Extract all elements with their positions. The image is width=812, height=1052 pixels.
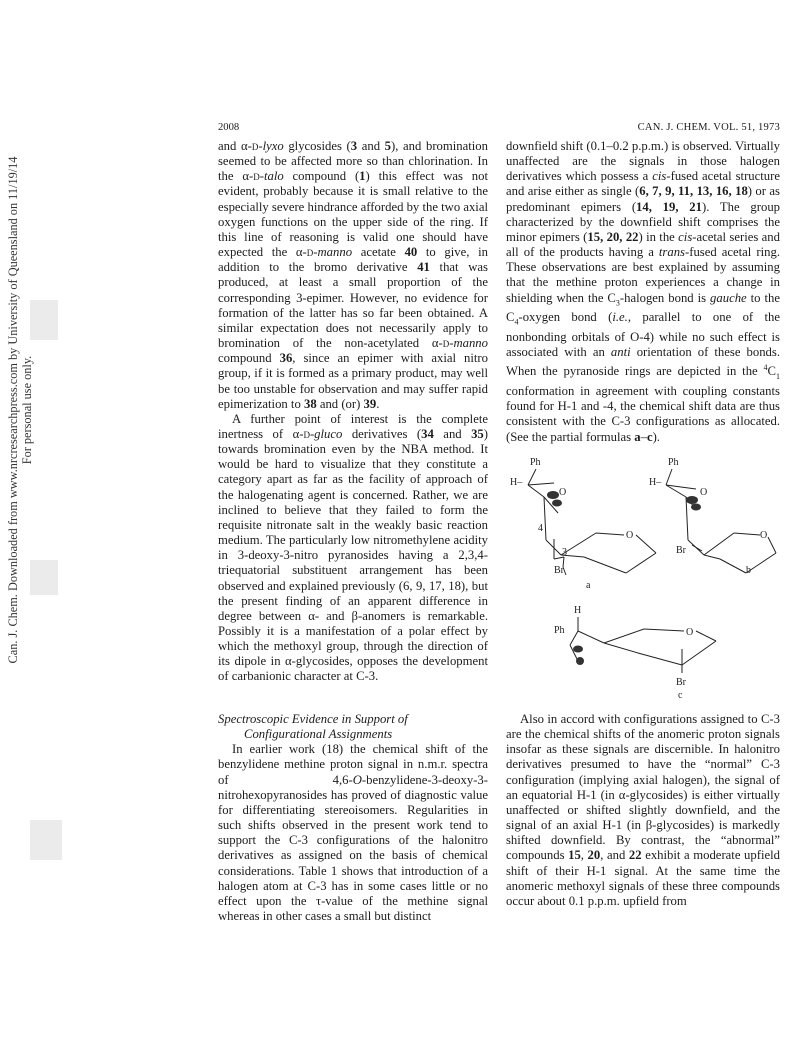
scan-noise — [30, 820, 62, 860]
formula-a-c4: 4 — [538, 523, 543, 534]
section-heading: Spectroscopic Evidence in Support of — [218, 712, 408, 726]
formula-b-o-upper: O — [700, 487, 708, 498]
paragraph: and α-d-lyxo glycosides (3 and 5), and bromination seemed to be affected more so than chlorination. In the α-d-talo compound (1) this effect was not evident, probably because it is small relative to the especially severe hindrance afforded by the two axial oxygen functions on the upper side of the ring. If this line of reasoning is valid one should have expected the α-d-manno acetate 40 to give, in addition to the bromo derivative 41 that was produced, at least a small proportion of the corresponding 3-epimer. However, no evidence for formation of the latter has so far been obtained. A similar expectation does not necessarily apply to bromination of the non-acetylated α-d-manno compound 36, since an epimer with axial nitro group, if it is formed as a primary product, may well be too unstable for observation and may suffer rapid epimerization to 38 and (or) 39. — [218, 139, 489, 411]
scan-noise — [30, 560, 58, 595]
formula-b-label: b — [746, 565, 751, 576]
running-head: CAN. J. CHEM. VOL. 51, 1973 — [637, 122, 780, 133]
formula-a-o-upper: O — [559, 487, 567, 498]
partial-formulas-figure — [506, 455, 780, 707]
formula-a-br: Br — [554, 565, 564, 576]
formula-c-h: H — [574, 605, 582, 616]
formula-a-label: a — [586, 580, 591, 591]
paragraph: A further point of interest is the complete inertness of α-d-gluco derivatives (34 and 35) towards bromination even by the NBA method. It would be hard to visualize that they constitute a category apart as far as the facility of approach of the halogenating agent is concerned. Rather, we are inclined to believe that they failed to form the requisite nitronate salt in the weakly basic reaction medium. The particularly low nitromethylene acidity in 3-deoxy-3-nitro pyranosides having a 2,3,4-triequatorial substituent arrangement has been observed and explained previously (6, 9, 17, 18), but the present finding of an apparent difference in degree between α- and β-anomers is remarkable. Possibly it is a manifestation of a polar effect by which the methoxyl group, through the direction of its dipole in α-glycosides, opposes the development of carbanionic character at C-3. — [218, 411, 488, 684]
download-notice-line-2: For personal use only. — [20, 355, 34, 465]
right-column-section — [506, 712, 780, 909]
formula-a-o-ring: O — [626, 530, 634, 541]
formula-a-h: H– — [510, 477, 523, 488]
paragraph: downfield shift (0.1–0.2 p.p.m.) is observed. Virtually unaffected are the signals in those halogen derivatives which possess a cis-fused acetal structure and arise either as single (6, 7, 9, 11, 13, 16, 18) or as predominant epimers (14, 19, 21). The group characterized by the downfield shift comprises the minor epimers (15, 20, 22) in the cis-acetal series and all of the products having a trans-fused acetal ring. These observations are best explained by assuming that the methine proton experiences a change in shielding when the $C_3$-halogen bond is gauche to the $C_4$-oxygen bond (i.e., parallel to one of the nonbonding orbitals of O-4) while no such effect is associated with an anti orientation of these bonds. When the pyranoside rings are depicted in the $^4C_1$ conformation in agreement with coupling constants found for H-1 and -4, the chemical shift data are thus consistent with the C-3 configurations as allocated. (See the partial formulas a–c). — [506, 139, 781, 444]
formula-a-c3: 3 — [562, 547, 567, 558]
right-column-body — [506, 139, 780, 445]
formula-b-ph: Ph — [668, 457, 679, 468]
formula-b-h: H– — [649, 477, 662, 488]
page-header — [218, 122, 780, 138]
download-notice-line-1: Can. J. Chem. Downloaded from www.nrcresearchpress.com by University of Queensland on 11/19/14 — [6, 156, 20, 664]
left-column-section — [218, 712, 488, 924]
formula-a-ph: Ph — [530, 457, 541, 468]
paragraph: Also in accord with configurations assigned to C-3 are the chemical shifts of the anomeric proton signals insofar as these signals are discernible. In halonitro derivatives presumed to have the “normal” C-3 configuration (implying axial halogen), the signal of an equatorial H-1 (in α-glycosides) is either virtually unaffected or shifted slightly downfield, and the signal of an axial H-1 (in β-glycosides) is markedly shifted downfield. By contrast, the “abnormal” compounds 15, 20, and 22 exhibit a moderate upfield shift of their H-1 signal. At the same time the anomeric methoxyl signals of these three compounds occur about 0.1 p.p.m. upfield from — [506, 712, 780, 908]
scan-noise — [30, 300, 58, 340]
formula-c-ph: Ph — [554, 625, 565, 636]
conformation-drawings — [506, 455, 780, 707]
formula-b-br: Br — [676, 545, 686, 556]
download-notice-sidebar — [6, 40, 36, 780]
formula-c-br: Br — [676, 677, 686, 688]
page-number: 2008 — [218, 122, 240, 133]
formula-c-label: c — [678, 690, 683, 701]
paragraph: In earlier work (18) the chemical shift of the benzylidene methine proton signal in n.m.r. spectra of 4,6-O-benzylidene-3-deoxy-3-nitrohexopyranosides has proved of diagnostic value for differentiating stereoisomers. Regularities in such shifts observed in the present work tend to support the C-3 configurations of the halonitro derivatives as assigned on the basis of chemical considerations. Table 1 shows that introduction of a halogen atom at C-3 has in some cases little or no effect upon the τ-value of the methine signal whereas in other cases a small but distinct — [218, 742, 488, 924]
formula-b-o-ring: O — [760, 530, 768, 541]
formula-c-o-ring: O — [686, 627, 694, 638]
left-column-body — [218, 139, 488, 685]
section-heading-continued: Configurational Assignments — [244, 727, 393, 742]
